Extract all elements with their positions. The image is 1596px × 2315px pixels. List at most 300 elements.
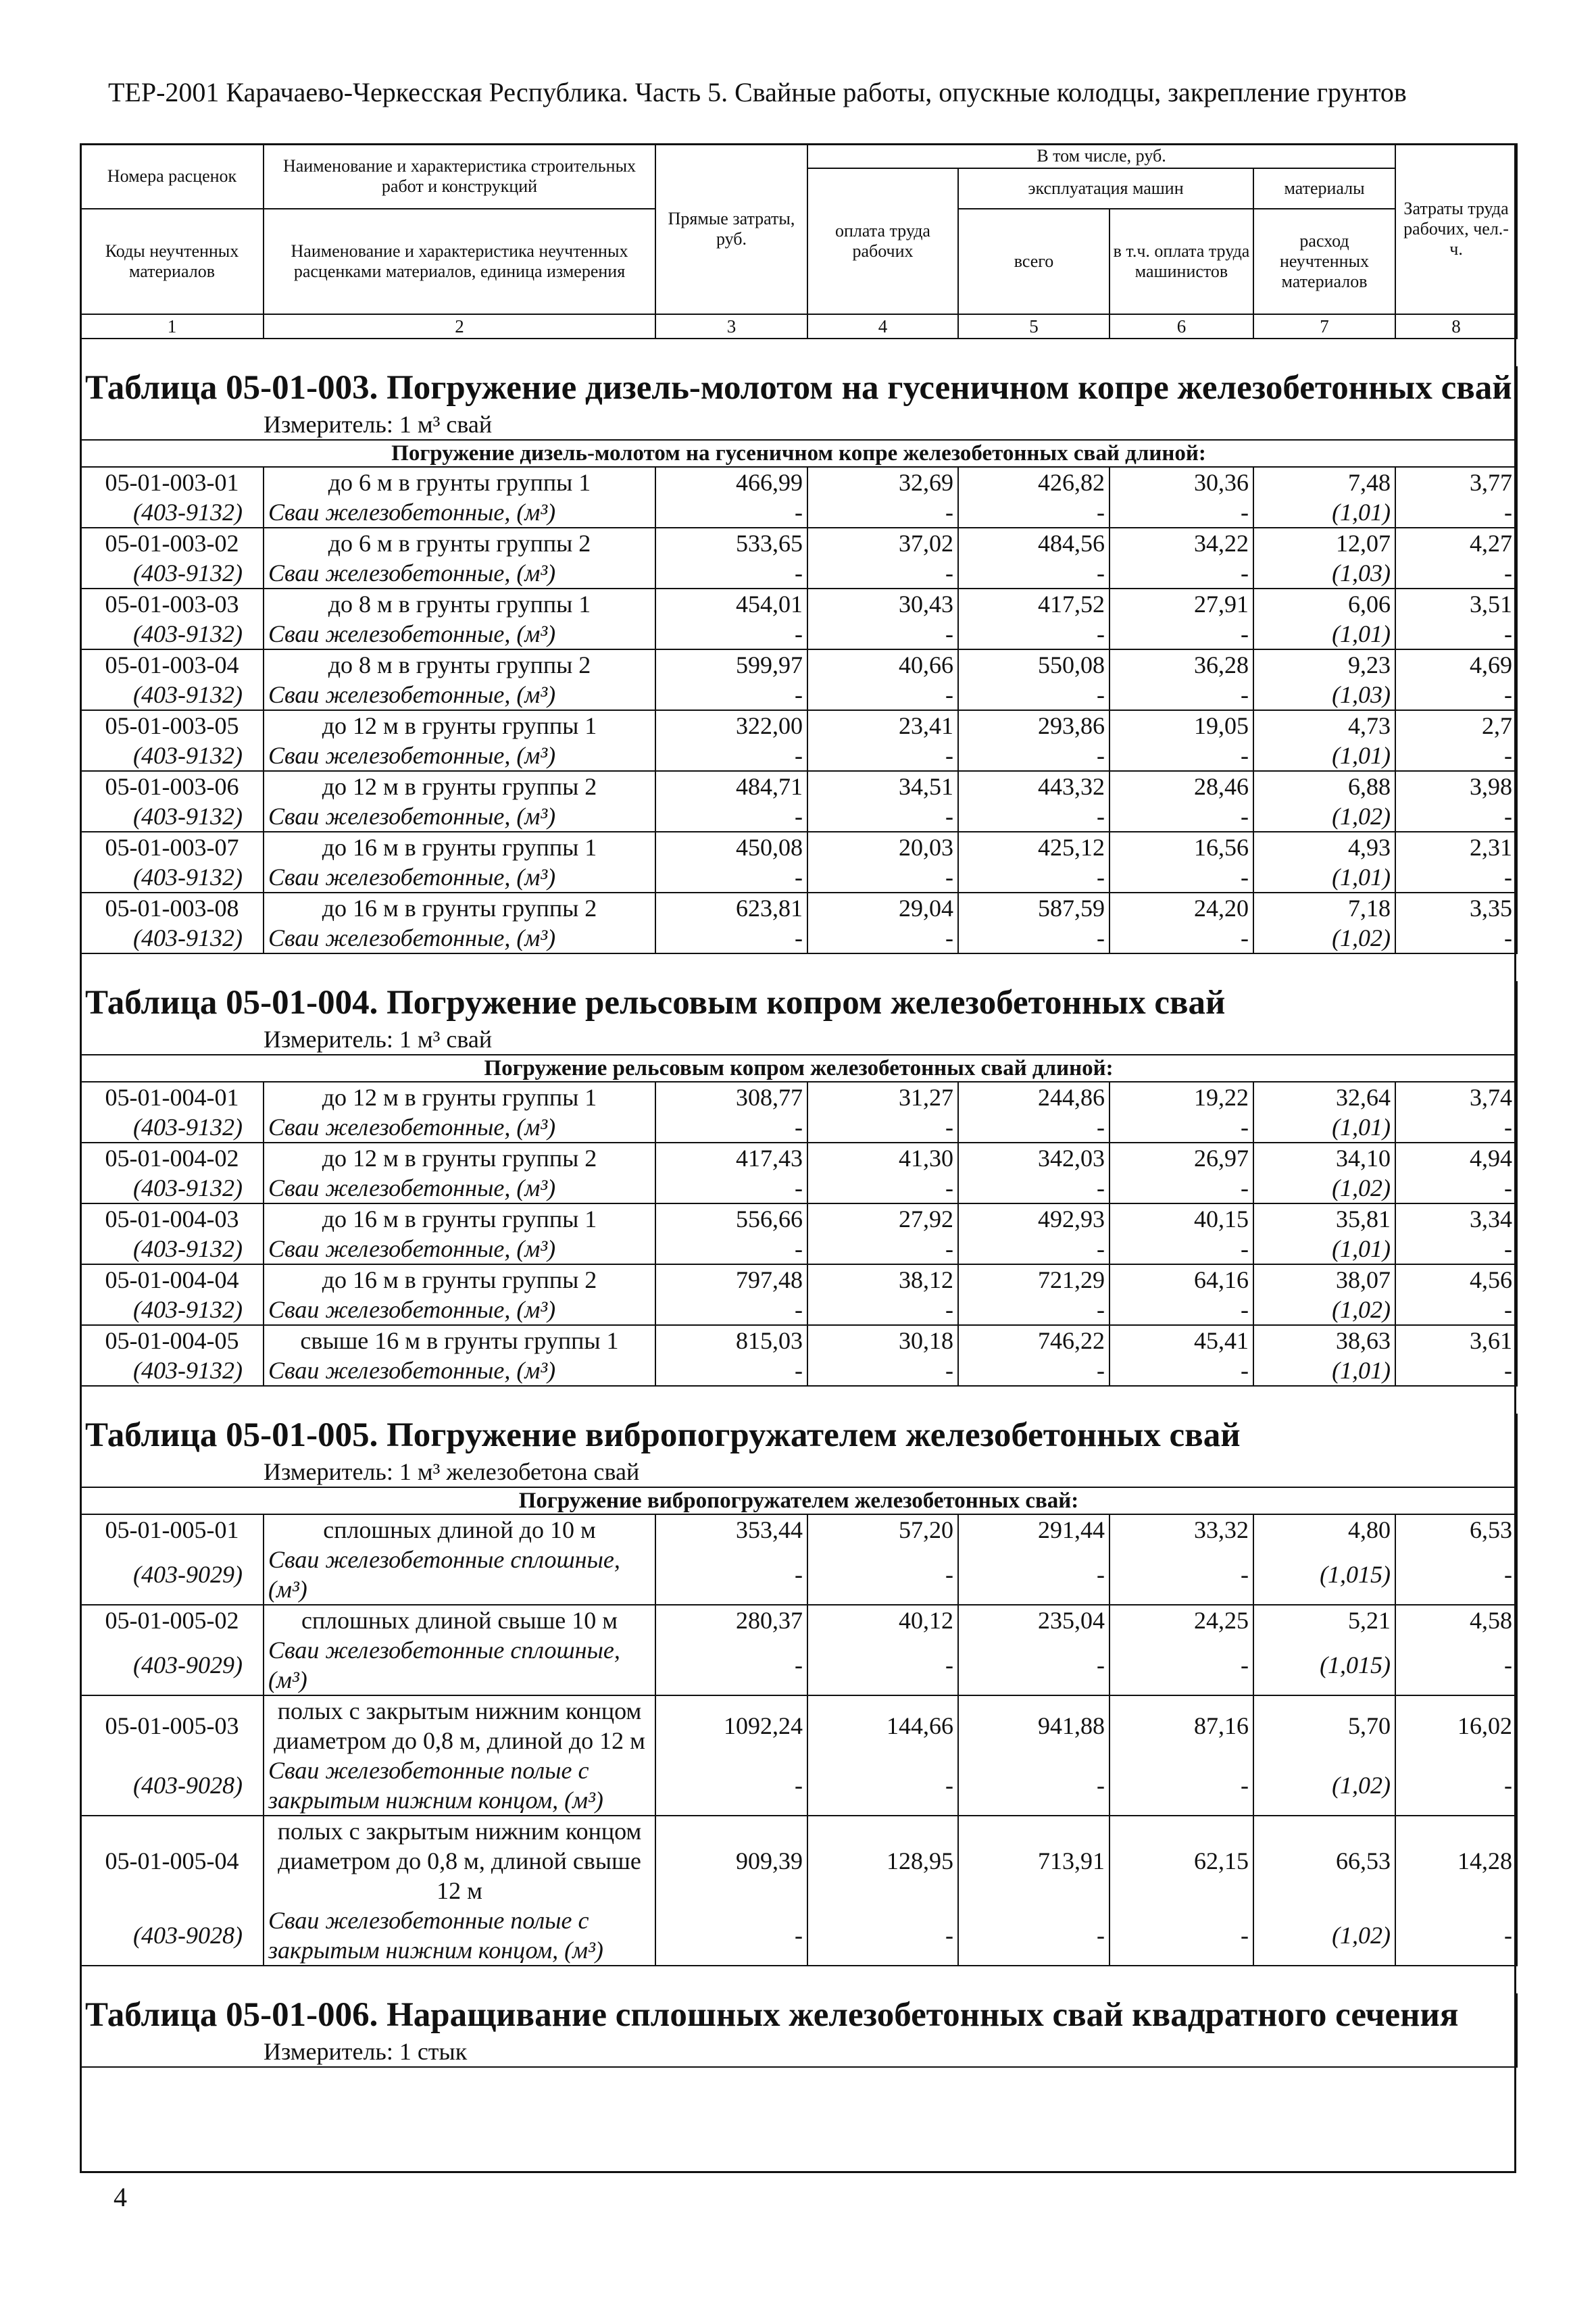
materials-cost: 66,53 [1253,1816,1395,1906]
direct-dash: - [655,923,807,953]
materials-cost: 4,80 [1253,1514,1395,1545]
table-body [80,144,1517,2067]
materials-cost: 9,23 [1253,649,1395,680]
material-row [80,1234,1517,1264]
work-description: до 6 м в грунты группы 1 [264,467,655,497]
direct-costs: 450,08 [655,832,807,862]
materials-cost: 6,06 [1253,589,1395,619]
section-title: Погружение вибропогружателем железобетонных свай: [80,1487,1517,1514]
wage: 30,18 [807,1325,958,1355]
materials-cost: 5,70 [1253,1695,1395,1756]
machinists-dash: - [1109,862,1253,893]
gap-cell [80,953,1517,981]
materials-cost: 4,73 [1253,710,1395,741]
machines-total: 713,91 [958,1816,1109,1906]
wage: 37,02 [807,528,958,558]
labor-costs: 3,77 [1395,467,1517,497]
machinists-wage: 40,15 [1109,1203,1253,1234]
machinists-dash: - [1109,1234,1253,1264]
material-code: (403-9132) [80,1355,264,1386]
machines-total: 244,86 [958,1082,1109,1112]
machines-total: 746,22 [958,1325,1109,1355]
header-works: Наименование и характеристика строительных работ и конструкций [264,144,655,209]
rate-code: 05-01-003-03 [80,589,264,619]
machines-dash: - [958,741,1109,771]
direct-dash: - [655,680,807,710]
wage: 38,12 [807,1264,958,1295]
labor-dash: - [1395,741,1517,771]
direct-dash: - [655,862,807,893]
material-quantity: (1,01) [1253,741,1395,771]
table-gap [80,339,1517,366]
material-code: (403-9132) [80,1295,264,1325]
material-description: Сваи железобетонные, (м³) [264,1234,655,1264]
table-title: Таблица 05-01-005. Погружение вибропогружателем железобетонных свай [80,1414,1517,1457]
material-quantity: (1,02) [1253,1295,1395,1325]
material-quantity: (1,01) [1253,619,1395,649]
table-title-row [80,366,1517,409]
work-description: до 12 м в грунты группы 2 [264,771,655,801]
machines-total: 342,03 [958,1143,1109,1173]
material-quantity: (1,02) [1253,923,1395,953]
table-row [80,1143,1517,1173]
material-row [80,1173,1517,1203]
direct-dash: - [655,1545,807,1605]
rate-code: 05-01-005-04 [80,1816,264,1906]
rate-code: 05-01-003-07 [80,832,264,862]
material-row [80,619,1517,649]
column-number: 4 [807,314,958,339]
machinists-dash: - [1109,1545,1253,1605]
labor-dash: - [1395,1906,1517,1966]
machinists-dash: - [1109,680,1253,710]
machinists-dash: - [1109,1295,1253,1325]
table-gap [80,1386,1517,1414]
material-row [80,680,1517,710]
material-description: Сваи железобетонные, (м³) [264,801,655,832]
labor-costs: 14,28 [1395,1816,1517,1906]
materials-cost: 4,93 [1253,832,1395,862]
gap-cell [80,1966,1517,1993]
material-row [80,497,1517,528]
rate-code: 05-01-003-05 [80,710,264,741]
wage-dash: - [807,1545,958,1605]
labor-dash: - [1395,497,1517,528]
table-row [80,832,1517,862]
direct-costs: 909,39 [655,1816,807,1906]
rate-code: 05-01-004-02 [80,1143,264,1173]
rate-code: 05-01-003-02 [80,528,264,558]
rate-code: 05-01-004-01 [80,1082,264,1112]
machinists-wage: 45,41 [1109,1325,1253,1355]
direct-costs: 353,44 [655,1514,807,1545]
rate-code: 05-01-003-08 [80,893,264,923]
table-row [80,1514,1517,1545]
material-description: Сваи железобетонные, (м³) [264,680,655,710]
labor-dash: - [1395,680,1517,710]
material-code: (403-9132) [80,1173,264,1203]
material-code: (403-9132) [80,1234,264,1264]
column-number: 8 [1395,314,1517,339]
table-row [80,893,1517,923]
table-unit: Измеритель: 1 м³ свай [80,409,1517,440]
header-materials-desc: Наименование и характеристика неучтенных расценками материалов, единица измерения [264,209,655,314]
labor-dash: - [1395,862,1517,893]
machines-total: 492,93 [958,1203,1109,1234]
machines-dash: - [958,619,1109,649]
labor-dash: - [1395,1234,1517,1264]
materials-cost: 32,64 [1253,1082,1395,1112]
direct-costs: 466,99 [655,467,807,497]
table-row [80,589,1517,619]
machines-dash: - [958,558,1109,589]
material-description: Сваи железобетонные сплошные, (м³) [264,1545,655,1605]
header-labor: Затраты труда рабочих, чел.-ч. [1395,144,1517,314]
machines-total: 550,08 [958,649,1109,680]
work-description: до 16 м в грунты группы 2 [264,1264,655,1295]
table-title: Таблица 05-01-003. Погружение дизель-молотом на гусеничном копре железобетонных свай [80,366,1517,409]
machinists-dash: - [1109,1635,1253,1695]
table-row [80,649,1517,680]
material-quantity: (1,01) [1253,1234,1395,1264]
work-description: до 12 м в грунты группы 2 [264,1143,655,1173]
table-row [80,1325,1517,1355]
work-description: свыше 16 м в грунты группы 1 [264,1325,655,1355]
materials-cost: 7,48 [1253,467,1395,497]
work-description: до 12 м в грунты группы 1 [264,710,655,741]
machines-dash: - [958,1545,1109,1605]
machines-total: 417,52 [958,589,1109,619]
header-machinists-wage: в т.ч. оплата труда машинистов [1109,209,1253,314]
machinists-dash: - [1109,801,1253,832]
direct-costs: 815,03 [655,1325,807,1355]
machines-dash: - [958,1234,1109,1264]
section-row [80,1055,1517,1082]
labor-costs: 2,7 [1395,710,1517,741]
column-numbers-row [80,314,1517,339]
header-direct-costs: Прямые затраты, руб. [655,144,807,314]
materials-cost: 12,07 [1253,528,1395,558]
column-number: 5 [958,314,1109,339]
page-number: 4 [114,2182,127,2212]
header-materials-usage: расход неучтенных материалов [1253,209,1395,314]
table-unit: Измеритель: 1 стык [80,2037,1517,2067]
material-quantity: (1,015) [1253,1545,1395,1605]
material-row [80,801,1517,832]
material-quantity: (1,02) [1253,1173,1395,1203]
material-quantity: (1,02) [1253,1756,1395,1816]
wage-dash: - [807,1234,958,1264]
direct-dash: - [655,558,807,589]
labor-dash: - [1395,558,1517,589]
machines-total: 587,59 [958,893,1109,923]
direct-dash: - [655,497,807,528]
labor-costs: 4,56 [1395,1264,1517,1295]
labor-costs: 3,98 [1395,771,1517,801]
header-codes: Номера расценок [80,144,264,209]
machinists-dash: - [1109,1906,1253,1966]
wage-dash: - [807,801,958,832]
header-machines: эксплуатация машин [958,168,1253,209]
column-number: 3 [655,314,807,339]
material-quantity: (1,01) [1253,497,1395,528]
labor-costs: 4,94 [1395,1143,1517,1173]
wage: 41,30 [807,1143,958,1173]
machines-total: 425,12 [958,832,1109,862]
direct-dash: - [655,1234,807,1264]
machinists-wage: 19,05 [1109,710,1253,741]
rates-table [80,143,1518,2068]
material-code: (403-9132) [80,923,264,953]
machinists-wage: 27,91 [1109,589,1253,619]
material-description: Сваи железобетонные, (м³) [264,1295,655,1325]
wage-dash: - [807,680,958,710]
wage-dash: - [807,1906,958,1966]
material-row [80,862,1517,893]
machinists-wage: 36,28 [1109,649,1253,680]
material-quantity: (1,03) [1253,558,1395,589]
machinists-dash: - [1109,1112,1253,1143]
material-code: (403-9029) [80,1545,264,1605]
work-description: до 12 м в грунты группы 1 [264,1082,655,1112]
machines-total: 721,29 [958,1264,1109,1295]
page-title: ТЕР-2001 Карачаево-Черкесская Республика. Часть 5. Свайные работы, опускные колодцы, закрепление грунтов [108,77,1407,107]
material-quantity: (1,02) [1253,801,1395,832]
table-row [80,771,1517,801]
direct-dash: - [655,1112,807,1143]
machinists-wage: 26,97 [1109,1143,1253,1173]
work-description: сплошных длиной свыше 10 м [264,1605,655,1635]
material-code: (403-9028) [80,1906,264,1966]
rate-code: 05-01-005-03 [80,1695,264,1756]
work-description: полых с закрытым нижним концом диаметром до 0,8 м, длиной свыше 12 м [264,1816,655,1906]
wage: 20,03 [807,832,958,862]
section-row [80,1487,1517,1514]
work-description: до 16 м в грунты группы 1 [264,1203,655,1234]
material-description: Сваи железобетонные, (м³) [264,741,655,771]
machinists-wage: 19,22 [1109,1082,1253,1112]
materials-cost: 38,63 [1253,1325,1395,1355]
table-row [80,467,1517,497]
wage-dash: - [807,741,958,771]
material-code: (403-9132) [80,619,264,649]
table-row [80,1203,1517,1234]
material-description: Сваи железобетонные, (м³) [264,1112,655,1143]
machinists-wage: 34,22 [1109,528,1253,558]
material-code: (403-9132) [80,1112,264,1143]
direct-dash: - [655,1295,807,1325]
material-row [80,1906,1517,1966]
wage: 144,66 [807,1695,958,1756]
material-row [80,923,1517,953]
wage-dash: - [807,558,958,589]
rate-code: 05-01-005-01 [80,1514,264,1545]
machinists-dash: - [1109,558,1253,589]
machines-dash: - [958,1295,1109,1325]
table-row [80,1695,1517,1756]
wage-dash: - [807,923,958,953]
column-number: 6 [1109,314,1253,339]
machinists-dash: - [1109,619,1253,649]
material-description: Сваи железобетонные сплошные, (м³) [264,1635,655,1695]
direct-costs: 280,37 [655,1605,807,1635]
header-machines-total: всего [958,209,1109,314]
labor-costs: 3,74 [1395,1082,1517,1112]
material-description: Сваи железобетонные, (м³) [264,862,655,893]
rate-code: 05-01-004-05 [80,1325,264,1355]
labor-costs: 2,31 [1395,832,1517,862]
section-title: Погружение рельсовым копром железобетонных свай длиной: [80,1055,1517,1082]
material-description: Сваи железобетонные, (м³) [264,923,655,953]
direct-dash: - [655,1173,807,1203]
labor-costs: 6,53 [1395,1514,1517,1545]
table-row [80,1605,1517,1635]
material-row [80,1545,1517,1605]
table-gap [80,953,1517,981]
labor-dash: - [1395,619,1517,649]
work-description: до 16 м в грунты группы 2 [264,893,655,923]
machinists-wage: 24,25 [1109,1605,1253,1635]
wage-dash: - [807,1355,958,1386]
work-description: полых с закрытым нижним концом диаметром до 0,8 м, длиной до 12 м [264,1695,655,1756]
machinists-dash: - [1109,741,1253,771]
direct-dash: - [655,1635,807,1695]
direct-costs: 454,01 [655,589,807,619]
table-unit-row [80,1457,1517,1487]
work-description: сплошных длиной до 10 м [264,1514,655,1545]
wage: 40,12 [807,1605,958,1635]
work-description: до 8 м в грунты группы 1 [264,589,655,619]
material-description: Сваи железобетонные, (м³) [264,558,655,589]
machines-dash: - [958,1756,1109,1816]
table-title: Таблица 05-01-006. Наращивание сплошных железобетонных свай квадратного сечения [80,1993,1517,2037]
wage: 30,43 [807,589,958,619]
labor-costs: 3,35 [1395,893,1517,923]
labor-dash: - [1395,801,1517,832]
wage-dash: - [807,1635,958,1695]
work-description: до 8 м в грунты группы 2 [264,649,655,680]
wage: 40,66 [807,649,958,680]
rate-code: 05-01-003-04 [80,649,264,680]
table-title: Таблица 05-01-004. Погружение рельсовым копром железобетонных свай [80,981,1517,1024]
direct-costs: 1092,24 [655,1695,807,1756]
labor-costs: 4,27 [1395,528,1517,558]
column-number: 1 [80,314,264,339]
material-quantity: (1,015) [1253,1635,1395,1695]
labor-costs: 3,61 [1395,1325,1517,1355]
machinists-wage: 33,32 [1109,1514,1253,1545]
material-quantity: (1,01) [1253,1355,1395,1386]
machinists-wage: 24,20 [1109,893,1253,923]
machines-dash: - [958,862,1109,893]
wage: 31,27 [807,1082,958,1112]
materials-cost: 35,81 [1253,1203,1395,1234]
gap-cell [80,339,1517,366]
material-row [80,1295,1517,1325]
labor-dash: - [1395,1295,1517,1325]
wage-dash: - [807,497,958,528]
machines-dash: - [958,680,1109,710]
wage-dash: - [807,619,958,649]
rate-code: 05-01-003-06 [80,771,264,801]
direct-dash: - [655,619,807,649]
labor-dash: - [1395,1635,1517,1695]
machinists-dash: - [1109,923,1253,953]
machines-total: 291,44 [958,1514,1109,1545]
rate-code: 05-01-005-02 [80,1605,264,1635]
direct-costs: 484,71 [655,771,807,801]
labor-dash: - [1395,1112,1517,1143]
direct-costs: 599,97 [655,649,807,680]
table-unit: Измеритель: 1 м³ железобетона свай [80,1457,1517,1487]
material-row [80,558,1517,589]
machines-total: 293,86 [958,710,1109,741]
column-number: 2 [264,314,655,339]
wage: 57,20 [807,1514,958,1545]
header-materials-codes: Коды неучтенных материалов [80,209,264,314]
material-quantity: (1,03) [1253,680,1395,710]
direct-dash: - [655,1906,807,1966]
wage-dash: - [807,1756,958,1816]
material-quantity: (1,02) [1253,1906,1395,1966]
labor-dash: - [1395,1545,1517,1605]
material-code: (403-9132) [80,741,264,771]
material-quantity: (1,01) [1253,862,1395,893]
material-row [80,1635,1517,1695]
table-unit-row [80,1024,1517,1055]
table-row [80,528,1517,558]
wage: 128,95 [807,1816,958,1906]
header-wage: оплата труда рабочих [807,168,958,314]
direct-dash: - [655,741,807,771]
wage: 29,04 [807,893,958,923]
labor-costs: 4,69 [1395,649,1517,680]
machines-dash: - [958,1355,1109,1386]
machines-dash: - [958,923,1109,953]
direct-costs: 308,77 [655,1082,807,1112]
wage-dash: - [807,862,958,893]
table-title-row [80,1414,1517,1457]
wage: 34,51 [807,771,958,801]
labor-dash: - [1395,923,1517,953]
machines-total: 941,88 [958,1695,1109,1756]
material-row [80,1112,1517,1143]
header-row-1 [80,144,1517,168]
table-row [80,710,1517,741]
gap-cell [80,1386,1517,1414]
material-description: Сваи железобетонные, (м³) [264,619,655,649]
material-code: (403-9132) [80,497,264,528]
direct-dash: - [655,801,807,832]
direct-costs: 533,65 [655,528,807,558]
section-title: Погружение дизель-молотом на гусеничном копре железобетонных свай длиной: [80,440,1517,467]
material-code: (403-9028) [80,1756,264,1816]
wage-dash: - [807,1295,958,1325]
machinists-dash: - [1109,497,1253,528]
material-code: (403-9132) [80,558,264,589]
table-title-row [80,1993,1517,2037]
machinists-wage: 16,56 [1109,832,1253,862]
machines-dash: - [958,1635,1109,1695]
materials-cost: 6,88 [1253,771,1395,801]
machinists-wage: 28,46 [1109,771,1253,801]
header-materials: материалы [1253,168,1395,209]
material-row [80,1756,1517,1816]
machines-dash: - [958,1173,1109,1203]
wage: 32,69 [807,467,958,497]
table-unit: Измеритель: 1 м³ свай [80,1024,1517,1055]
machines-dash: - [958,497,1109,528]
